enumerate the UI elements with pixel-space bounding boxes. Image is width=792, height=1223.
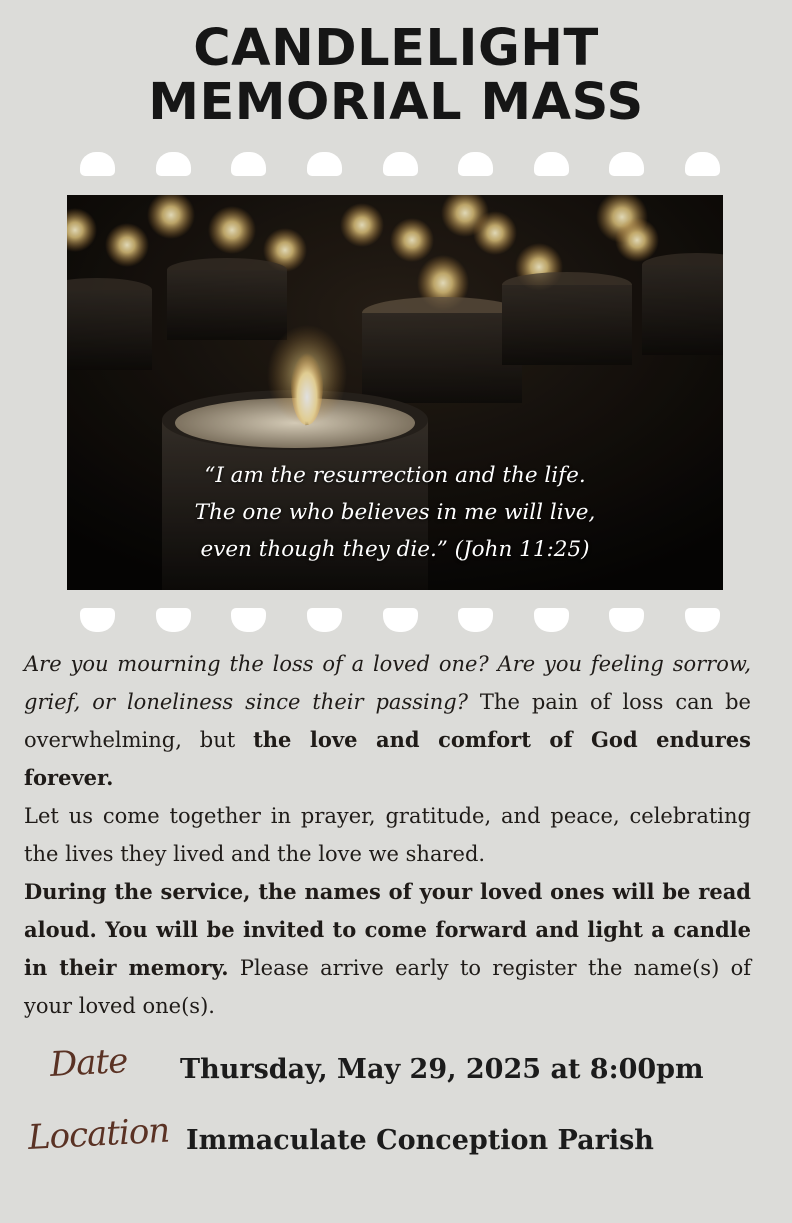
love-of-god-text: the love and comfort of God endures forever. — [24, 727, 751, 790]
scallop — [458, 152, 493, 176]
title-line-2: MEMORIAL MASS — [148, 73, 644, 132]
top-scallop-border — [80, 152, 720, 176]
event-title — [0, 19, 792, 132]
scallop — [307, 608, 342, 632]
date-row — [0, 1040, 792, 1095]
paragraph-mourning — [24, 645, 751, 797]
scallop — [80, 608, 115, 632]
arrival-instructions: Please arrive early to register the name(s) of your loved one(s). — [24, 956, 751, 1018]
scallop — [458, 608, 493, 632]
paragraph-gathering: Let us come together in prayer, gratitude, and peace, celebrating the lives they lived and the love we shared. — [24, 804, 751, 866]
pain-of-loss-text: The pain of loss can be overwhelming, but — [24, 690, 751, 752]
service-details-text: During the service, the names of your loved ones will be read aloud. You will be invited to come forward and light a candle in their memory. — [24, 879, 751, 980]
scallop — [231, 152, 266, 176]
scallop — [231, 608, 266, 632]
date-label: Date — [48, 1040, 129, 1085]
scallop — [156, 608, 191, 632]
scallop — [685, 608, 720, 632]
invitation-text — [24, 645, 751, 1025]
quote-line-1: “I am the resurrection and the life. — [204, 463, 586, 488]
scallop — [307, 152, 342, 176]
scallop — [609, 608, 644, 632]
mourning-questions: Are you mourning the loss of a loved one? Are you feeling sorrow, grief, or loneliness since their passing? — [24, 652, 751, 714]
scallop — [534, 608, 569, 632]
scallop — [685, 152, 720, 176]
candles-photo — [67, 195, 723, 590]
location-row — [0, 1110, 792, 1168]
scallop — [383, 152, 418, 176]
location-value: Immaculate Conception Parish — [186, 1125, 654, 1156]
scallop — [534, 152, 569, 176]
quote-line-2: The one who believes in me will live, — [194, 500, 596, 525]
scallop — [609, 152, 644, 176]
scallop — [383, 608, 418, 632]
location-label: Location — [26, 1110, 171, 1158]
bottom-scallop-border — [80, 608, 720, 632]
quote-line-3: even though they die.” (John 11:25) — [200, 537, 590, 562]
title-line-1: CANDLELIGHT — [193, 19, 599, 78]
date-value: Thursday, May 29, 2025 at 8:00pm — [180, 1054, 704, 1085]
scallop — [156, 152, 191, 176]
paragraph-service — [24, 873, 751, 1025]
scallop — [80, 152, 115, 176]
scripture-quote — [67, 457, 723, 568]
